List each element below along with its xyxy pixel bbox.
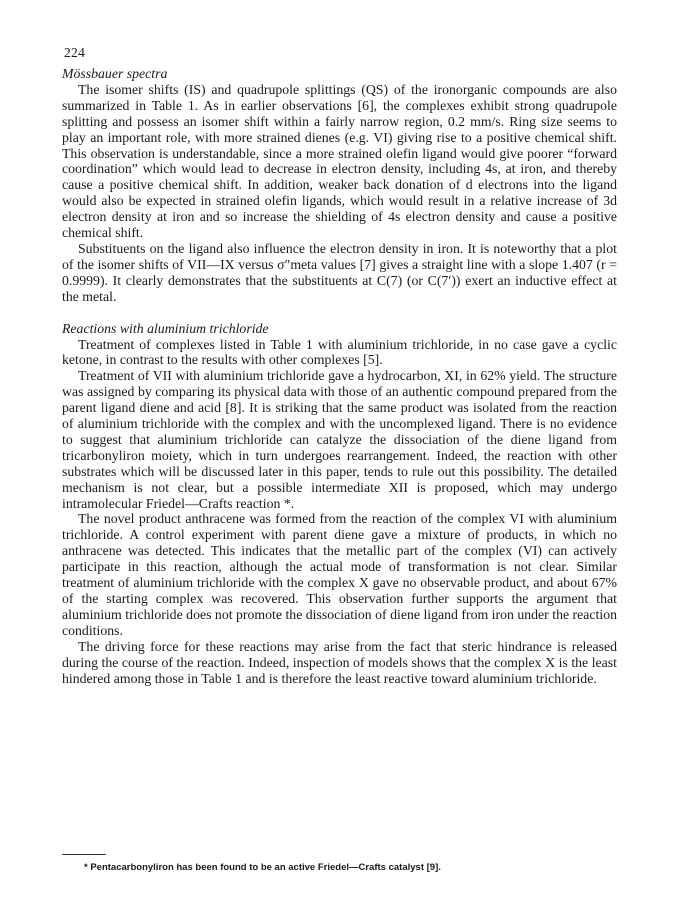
- section-heading-mossbauer: Mössbauer spectra: [62, 66, 168, 81]
- paragraph: The driving force for these reactions may arise from the fact that steric hindrance is released during the course of the reaction. Indeed, inspection of models shows that the complex X is the least hindered among those in Table 1 and is therefore the least reactive toward aluminium trichloride.: [62, 638, 617, 686]
- body-text: [62, 66, 617, 686]
- paragraph: The novel product anthracene was formed from the reaction of the complex VI with aluminium trichloride. A control experiment with parent diene gave a mixture of products, in which no anthracene was detected. This indicates that the metallic part of the complex (VI) can actively participate in this reaction, although the actual mode of transformation is not clear. Similar treatment of aluminium trichloride with the complex X gave no observable product, and about 67% of the starting complex was recovered. This observation further supports the argument that aluminium trichloride does not promote the dissociation of diene ligand from iron under the reaction conditions.: [62, 511, 617, 638]
- page-number: 224: [64, 45, 86, 60]
- paragraph: Treatment of VII with aluminium trichloride gave a hydrocarbon, XI, in 62% yield. The structure was assigned by comparing its physical data with those of an authentic compound prepared from the parent ligand diene and acid [8]. It is striking that the same product was isolated from the reaction of aluminium trichloride with the complex and with the uncomplexed ligand. There is no evidence to suggest that aluminium trichloride can catalyze the dissociation of the diene ligand from tricarbonyliron moiety, which in turn undergoes rearrangement. Indeed, the reaction with other substrates which will be discussed later in this paper, tends to rule out this possibility. The detailed mechanism is not clear, but a possible intermediate XII is proposed, which may undergo intramolecular Friedel—Crafts reaction *.: [62, 368, 617, 511]
- paragraph: The isomer shifts (IS) and quadrupole splittings (QS) of the ironorganic compounds are also summarized in Table 1. As in earlier observations [6], the complexes exhibit strong quadrupole splitting and possess an isomer shift within a fairly narrow region, 0.2 mm/s. Ring size seems to play an important role, with more strained dienes (e.g. VI) giving rise to a positive chemical shift. This observation is understandable, since a more strained olefin ligand would give poorer “forward coordination” which would lead to decrease in electron density, including 4s, at iron, and thereby cause a positive chemical shift. In addition, weaker back donation of d electrons into the ligand would also be expected in strained olefin ligands, which would result in a relative increase of 3d electron density at iron and so increase the shielding of 4s electron density and cause a positive chemical shift.: [62, 81, 617, 241]
- footnote: * Pentacarbonyliron has been found to be an active Friedel—Crafts catalyst [9].: [84, 862, 441, 873]
- paragraph: Treatment of complexes listed in Table 1 with aluminium trichloride, in no case gave a cyclic ketone, in contrast to the results with other complexes [5].: [62, 336, 617, 368]
- section-gap: [62, 305, 617, 321]
- paragraph: Substituents on the ligand also influence the electron density in iron. It is noteworthy that a plot of the isomer shifts of VII—IX versus σ″meta values [7] gives a straight line with a slope 1.407 (r = 0.9999). It clearly demonstrates that the substituents at C(7) (or C(7′)) exert an inductive effect at the metal.: [62, 240, 617, 304]
- footnote-divider: [62, 854, 106, 855]
- section-heading-reactions: Reactions with aluminium trichloride: [62, 320, 269, 336]
